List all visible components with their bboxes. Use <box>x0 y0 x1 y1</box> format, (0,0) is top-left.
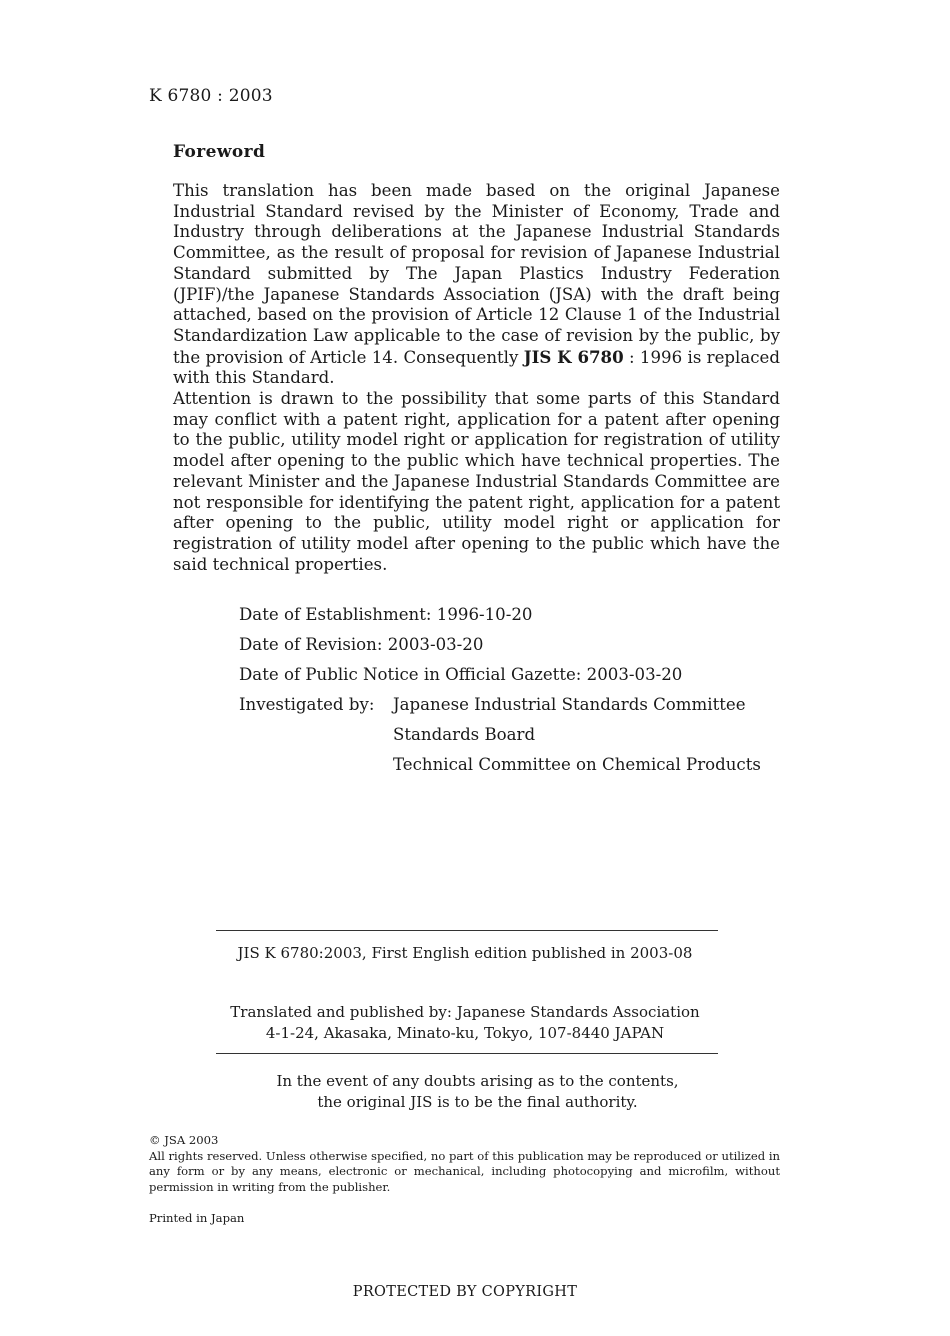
date-revision: Date of Revision: 2003-03-20 <box>239 635 484 654</box>
investigated-by <box>239 690 761 780</box>
publisher-line-1: Translated and published by: Japanese Standards Association <box>230 1003 700 1021</box>
authority-notice <box>190 1071 765 1113</box>
rights-statement: All rights reserved. Unless otherwise specified, no part of this publication may be reproduced or utilized in any form or by any means, electronic or mechanical, including photocopying and microfilm, without permission in writing from the publisher. <box>149 1148 780 1194</box>
printed-in: Printed in Japan <box>149 1211 245 1225</box>
committee-line: Technical Committee on Chemical Products <box>393 755 761 774</box>
foreword-paragraph-2: Attention is drawn to the possibility that some parts of this Standard may conflict with a patent right, application for a patent after opening to the public, utility model right or application for registration of utility model after opening to the public which have technical properties. The relevant Minister and the Japanese Industrial Standards Committee are not responsible for identifying the patent right, application for a patent after opening to the public, utility model right or application for registration of utility model after opening to the public which have the said technical properties. <box>173 389 780 574</box>
committee-line: Standards Board <box>393 725 536 744</box>
foreword-paragraph-1 <box>173 181 780 389</box>
committee-line: Japanese Industrial Standards Committee <box>393 695 746 714</box>
investigated-committees <box>393 690 761 780</box>
copyright-footer: PROTECTED BY COPYRIGHT <box>352 1284 578 1300</box>
divider-top <box>216 930 718 931</box>
foreword-paragraph-1-end: : 1996 is replaced with this Standard. <box>173 347 780 388</box>
edition-line: JIS K 6780:2003, First English edition published in 2003-08 <box>237 944 693 962</box>
date-public-notice: Date of Public Notice in Official Gazette: 2003-03-20 <box>239 665 683 684</box>
superseded-standard: JIS K 6780 <box>523 346 624 367</box>
notice-line-1: In the event of any doubts arising as to the contents, <box>276 1072 679 1090</box>
notice-line-2: the original JIS is to be the final authority. <box>317 1093 638 1111</box>
copyright-block <box>149 1133 780 1195</box>
standard-code: K 6780 : 2003 <box>149 86 273 106</box>
publisher-address: 4-1-24, Akasaka, Minato-ku, Tokyo, 107-8440 JAPAN <box>265 1024 665 1042</box>
date-establishment: Date of Establishment: 1996-10-20 <box>239 605 533 624</box>
foreword-paragraph-1-text: This translation has been made based on the original Japanese Industrial Standard revised by the Minister of Economy, Trade and Industry through deliberations at the Japanese Industrial Standards Committee, as the result of proposal for revision of Japanese Industrial Standard submitted by The Japan Plastics Industry Federation (JPIF)/the Japanese Standards Association (JSA) with the draft being attached, based on the provision of Article 12 Clause 1 of the Industrial Standardization Law applicable to the case of revision by the public, by the provision of Article 14. Consequently <box>173 181 780 367</box>
divider-bottom <box>216 1053 718 1054</box>
foreword-title: Foreword <box>173 142 266 162</box>
foreword-body <box>173 181 780 575</box>
copyright-line: © JSA 2003 <box>149 1133 219 1147</box>
investigated-label: Investigated by: <box>239 695 375 714</box>
dates-block <box>239 600 761 780</box>
publisher-block <box>190 1002 740 1044</box>
